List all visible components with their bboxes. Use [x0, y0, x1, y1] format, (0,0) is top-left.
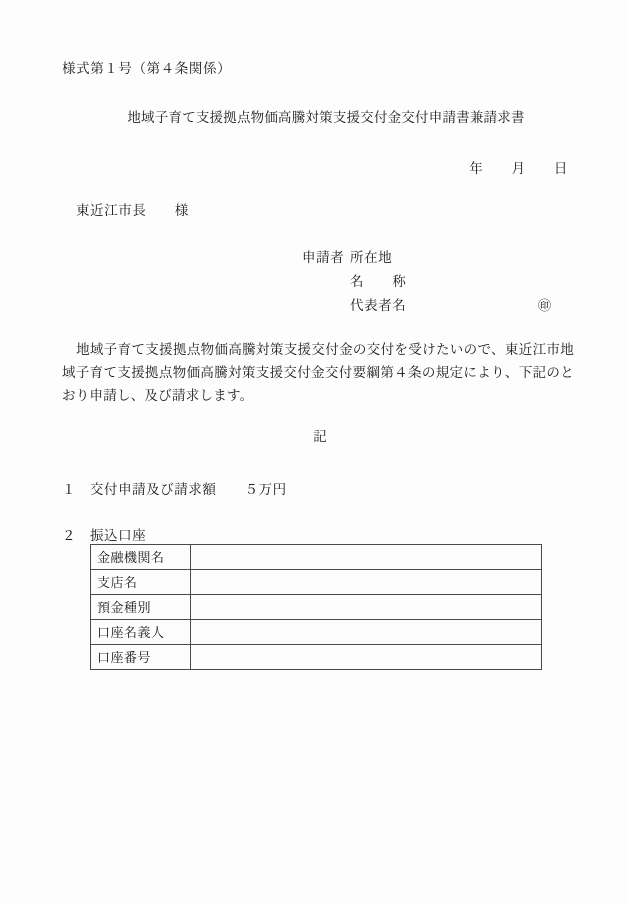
applicant-address-label: 所在地: [350, 250, 393, 265]
table-row: [91, 570, 542, 595]
body-line-3: 申請し、及び請求します。: [89, 388, 254, 403]
bank-value-financial-institution[interactable]: [191, 545, 542, 570]
bank-label-financial-institution: 金融機関名: [91, 545, 191, 570]
bank-value-branch[interactable]: [191, 570, 542, 595]
bank-account-table-body: [91, 545, 542, 670]
table-row: [91, 645, 542, 670]
bank-label-deposit-type: 預金種別: [91, 595, 191, 620]
item-1-number: １: [62, 482, 77, 497]
item-1-text: 交付申請及び請求額 ５万円: [90, 482, 287, 497]
date-line: 年 月 日: [469, 161, 568, 176]
form-number: 様式第１号（第４条関係）: [62, 61, 232, 76]
table-row: [91, 545, 542, 570]
seal-icon: ㊞: [538, 299, 552, 314]
item-2-number: ２: [62, 528, 77, 543]
table-row: [91, 595, 542, 620]
bank-value-deposit-type[interactable]: [191, 595, 542, 620]
applicant-representative-label: 代表者名: [350, 298, 407, 313]
bank-value-account-number[interactable]: [191, 645, 542, 670]
item-2: [62, 524, 146, 544]
bank-label-account-holder: 口座名義人: [91, 620, 191, 645]
bank-value-account-holder[interactable]: [191, 620, 542, 645]
applicant-name-label: 名 称: [350, 274, 407, 289]
applicant-tag: 申請者: [302, 250, 345, 265]
applicant-representative-row: [302, 294, 552, 318]
applicant-name-row: [302, 270, 552, 294]
applicant-address-row: [302, 246, 552, 270]
ki-marker: 記: [313, 429, 327, 444]
body-line-2: 子育て支援拠点物価高騰対策支援交付金交付要綱第４条の規定により、下記のとおり: [62, 365, 575, 403]
bank-label-account-number: 口座番号: [91, 645, 191, 670]
bank-account-table: [90, 544, 542, 670]
addressee: 東近江市長 様: [76, 203, 189, 218]
applicant-block: [302, 246, 552, 318]
page-title: 地域子育て支援拠点物価高騰対策支援交付金交付申請書兼請求書: [127, 110, 525, 125]
table-row: [91, 620, 542, 645]
item-1: [62, 478, 287, 498]
bank-label-branch: 支店名: [91, 570, 191, 595]
body-line-1: 地域子育て支援拠点物価高騰対策支援交付金の交付を受けたいので、東近江市地域: [62, 342, 574, 380]
item-2-text: 振込口座: [90, 528, 147, 543]
body-paragraph: [62, 338, 574, 407]
